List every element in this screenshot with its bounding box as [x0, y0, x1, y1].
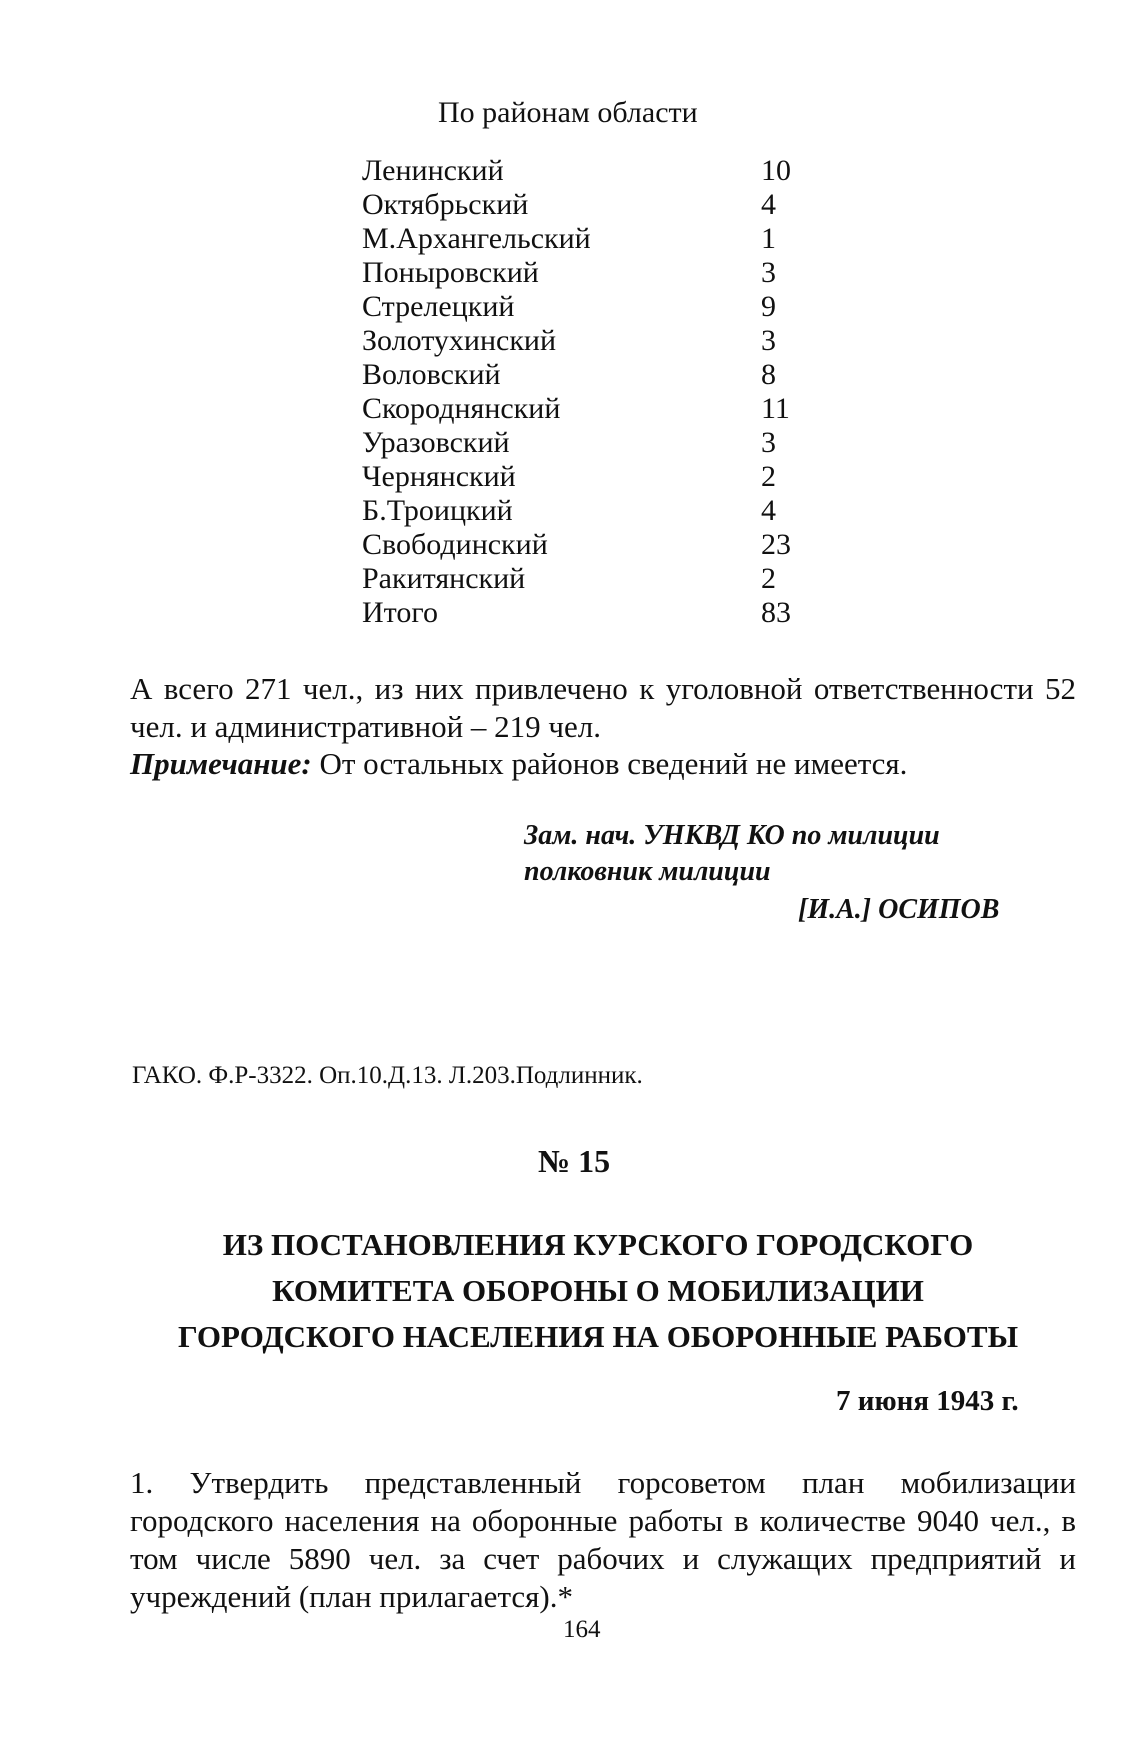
document-number: № 15 [538, 1143, 611, 1179]
district-name: Поныровский [362, 256, 539, 289]
district-count: 2 [761, 562, 776, 595]
district-count: 83 [761, 596, 791, 629]
district-name: Золотухинский [362, 324, 557, 357]
document-title-line: ИЗ ПОСТАНОВЛЕНИЯ КУРСКОГО ГОРОДСКОГО [222, 1227, 974, 1262]
summary-paragraph: А всего 271 чел., из них привлечено к уголовной ответственности 52 чел. и административной – 219 чел. [130, 671, 1076, 744]
signature-position: Зам. нач. УНКВД КО по милиции [524, 820, 940, 851]
district-name: Уразовский [362, 426, 510, 459]
district-count: 10 [761, 154, 791, 187]
document-date: 7 июня 1943 г. [836, 1385, 1019, 1417]
document-title-line: КОМИТЕТА ОБОРОНЫ О МОБИЛИЗАЦИИ [272, 1273, 924, 1308]
district-name: Ленинский [362, 154, 504, 187]
district-count: 23 [761, 528, 791, 561]
district-count: 11 [761, 392, 790, 425]
district-count: 2 [761, 460, 776, 493]
district-count: 8 [761, 358, 776, 391]
note-text: От остальных районов сведений не имеется. [311, 746, 908, 781]
district-name: Октябрьский [362, 188, 529, 221]
document-title [120, 1222, 1076, 1360]
district-name: Чернянский [362, 460, 516, 493]
district-name: Б.Троицкий [362, 494, 513, 527]
district-count: 4 [761, 494, 776, 527]
section-title: По районам области [438, 96, 698, 129]
district-count: 4 [761, 188, 776, 221]
district-count: 9 [761, 290, 776, 323]
district-name: Воловский [362, 358, 501, 391]
district-name: Скороднянский [362, 392, 561, 425]
note-label: Примечание: [130, 746, 312, 781]
archive-reference: ГАКО. Ф.Р-3322. Оп.10.Д.13. Л.203.Подлинник. [132, 1062, 643, 1089]
district-count: 1 [761, 222, 776, 255]
district-name: М.Архангельский [362, 222, 591, 255]
district-count: 3 [761, 426, 776, 459]
signature-rank: полковник милиции [524, 856, 771, 887]
district-name: Свободинский [362, 528, 548, 561]
page-number: 164 [563, 1616, 601, 1643]
signature-name: [И.А.] ОСИПОВ [798, 894, 1000, 925]
document-title-line: ГОРОДСКОГО НАСЕЛЕНИЯ НА ОБОРОННЫЕ РАБОТЫ [177, 1319, 1019, 1354]
note-paragraph [130, 746, 907, 782]
district-name: Итого [362, 596, 438, 629]
body-paragraph: 1. Утвердить представленный горсоветом план мобилизации городского населения на оборонные работы в количестве 9040 чел., в том числе 5890 чел. за счет рабочих и служащих предприятий и учреждений (план прилагается).* [130, 1465, 1076, 1614]
district-name: Стрелецкий [362, 290, 515, 323]
district-name: Ракитянский [362, 562, 526, 595]
district-count: 3 [761, 324, 776, 357]
district-count: 3 [761, 256, 776, 289]
